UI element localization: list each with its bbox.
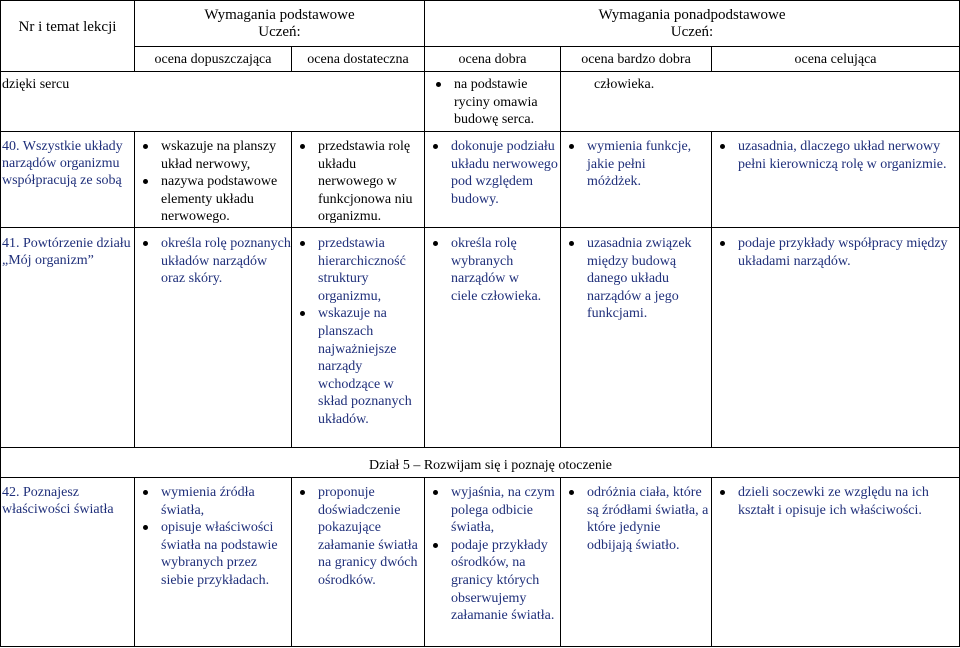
row42-c4 xyxy=(565,484,709,554)
grade-2: ocena dostateczna xyxy=(307,52,409,67)
list-item: wskazuje na planszach najważniejsze narządy wchodzące w skład poznanych układów. xyxy=(296,305,414,428)
grade-1: ocena dopuszczająca xyxy=(154,52,272,67)
list-item: podaje przykłady współpracy między układami narządów. xyxy=(716,235,958,270)
list-item: wymienia źródła światła, xyxy=(139,484,289,519)
grade-3: ocena dobra xyxy=(458,52,527,67)
row41-c1 xyxy=(139,235,291,288)
section-heading: Dział 5 – Rozwijam się i poznaję otoczenie xyxy=(369,458,612,473)
list-item: wyjaśnia, na czym polega odbicie światła, xyxy=(429,484,558,537)
list-item: uzasadnia, dlaczego układ nerwowy pełni kierowniczą rolę w organizmie. xyxy=(716,138,958,173)
list-item: na podstawie ryciny omawia budowę serca. xyxy=(432,76,558,129)
lesson-41: 41. Powtórzenie działu „Mój organizm” xyxy=(2,236,131,268)
row-line xyxy=(0,131,960,132)
table-border-bottom xyxy=(0,646,960,647)
list-item: dokonuje podziału układu nerwowego pod względem budowy. xyxy=(429,138,558,208)
row42-c2 xyxy=(296,484,422,590)
col-line xyxy=(711,477,712,647)
row41-c2 xyxy=(296,235,414,429)
list-item: wymienia funkcje, jakie pełni móżdżek. xyxy=(565,138,709,191)
list-item: przedstawia rolę układu nerwowego w funkcjonowa niu organizmu. xyxy=(296,138,422,226)
header-advanced-title: Wymagania ponadpodstawowe xyxy=(598,7,786,23)
continuation-c4: człowieka. xyxy=(594,77,655,92)
continuation-lesson: dzięki sercu xyxy=(2,77,70,92)
list-item: proponuje doświadczenie pokazujące załamanie światła na granicy dwóch ośrodków. xyxy=(296,484,422,590)
row-line xyxy=(0,227,960,228)
table-border-top xyxy=(0,0,960,1)
col-line xyxy=(560,131,561,448)
row40-c3 xyxy=(429,138,558,208)
lesson-42: 42. Poznajesz właściwości światła xyxy=(2,485,114,517)
header-bottom-line xyxy=(0,71,960,72)
list-item: wskazuje na planszy układ nerwowy, xyxy=(139,138,289,173)
row40-c5 xyxy=(716,138,958,173)
row40-c1 xyxy=(139,138,289,226)
col-line xyxy=(134,131,135,448)
header-lesson: Nr i temat lekcji xyxy=(18,19,117,35)
lesson-40: 40. Wszystkie układy narządów organizmu współpracują ze sobą xyxy=(2,139,123,188)
row-line xyxy=(0,477,960,478)
col-line xyxy=(291,131,292,448)
list-item: określa rolę poznanych układów narządów oraz skóry. xyxy=(139,235,291,288)
list-item: opisuje właściwości światła na podstawie wybranych przez siebie przykładach. xyxy=(139,519,289,589)
row41-c5 xyxy=(716,235,958,270)
grade-5: ocena celująca xyxy=(794,52,877,67)
header-divider xyxy=(134,46,960,47)
header-advanced-student: Uczeń: xyxy=(670,24,714,40)
row42-c5 xyxy=(716,484,958,519)
row41-c3 xyxy=(429,235,547,305)
list-item: uzasadnia związek między budową danego układu narządów a jego funkcjami. xyxy=(565,235,709,323)
list-item: odróżnia ciała, które są źródłami światła, a które jedynie odbijają światło. xyxy=(565,484,709,554)
continuation-c3 xyxy=(432,76,558,129)
header-basic-title: Wymagania podstawowe xyxy=(204,7,355,23)
col-line xyxy=(134,477,135,647)
row40-c4 xyxy=(565,138,709,191)
col-line xyxy=(560,477,561,647)
col-line xyxy=(424,131,425,448)
list-item: dzieli soczewki ze względu na ich kształt i opisuje ich właściwości. xyxy=(716,484,958,519)
col-line xyxy=(424,477,425,647)
row42-c3 xyxy=(429,484,558,625)
header-basic-student: Uczeń: xyxy=(258,24,301,40)
col-line xyxy=(291,477,292,647)
col-line xyxy=(711,131,712,448)
list-item: określa rolę wybranych narządów w ciele człowieka. xyxy=(429,235,547,305)
row40-c2 xyxy=(296,138,422,226)
grade-4: ocena bardzo dobra xyxy=(581,52,691,67)
row-line xyxy=(0,447,960,448)
list-item: nazywa podstawowe elementy układu nerwowego. xyxy=(139,173,289,226)
list-item: podaje przykłady ośrodków, na granicy których obserwujemy załamanie światła. xyxy=(429,537,558,625)
row42-c1 xyxy=(139,484,289,590)
table-border-left xyxy=(0,0,1,647)
row41-c4 xyxy=(565,235,709,323)
list-item: przedstawia hierarchiczność struktury organizmu, xyxy=(296,235,414,305)
